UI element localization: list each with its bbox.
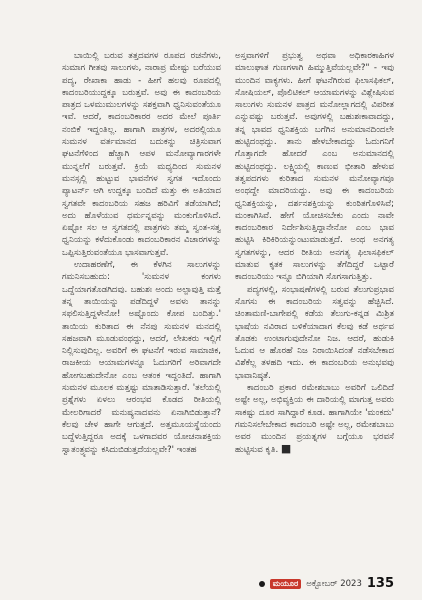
paragraph: ಪದ್ಯಗಳಲ್ಲಿ, ಸಂಭಾಷಣೆಗಳಲ್ಲಿ ಬರುವ ತೆಲುಗುಪ್ರಭಾವ ಸೊಗಸು ಈ ಕಾದಂಬರಿಯ ಸತ್ವವನ್ನು ಹೆಚ್ಚಿಸಿದೆ. ಚಿಂತಾಮಣಿ-ಬಾಗೇಪಲ್ಲಿ ಕಡೆಯ ತೆಲುಗು-ಕನ್ನಡ ಮಿಶ್ರಿತ ಭಾಷೆಯ ನವಿರಾದ ಬಳಿಕೆಯಾದಾಗ ಕೆಲವು ಕಡೆ ಅರ್ಥವ ತೊಡಕು ಉಂಟಾಗುವುದೇನೋ ನಿಜ. ಆದರೆ, ಹುಡುಕಿ ಓದುವ ಆ ಹೊರಹೆ ನಿಜ ನಿರಾಯಿಸಿದಂತೆ ನಡೆಸಬೇಕಾದ ವಿಶೆಕೆಲ್ಲ ತಳಹದಿ ಇದು. ಈ ಕಾದಂಬರಿಯ ಅನುಭವವು ಭಾವಾನಿಷ್ಠತೆ. — [235, 284, 394, 381]
article-body — [62, 50, 394, 570]
end-mark-icon: ■ — [280, 441, 292, 455]
magazine-name: ಮಯೂರ — [270, 579, 302, 589]
issue-date: ಅಕ್ಟೋಬರ್ 2023 — [306, 578, 362, 589]
paragraph: ಬಾಯಿಲ್ಲಿ ಬರುವ ತತ್ತದವಗಳ ರೂಪದ ರಚನೆಗಳು, ಸುಮಾಗ ಗೀತವು ಸಾಲುಗಳು, ನಾರಾಪ್ರ ಮೇಷ್ಟು ಬರೆಯುವ ಪದ್ಯ, ರೇಖಾಕಾ ಹಾಡು - ಹೀಗೆ ಹಲವು ರೂಪದಲ್ಲಿ ಕಾದಂಬರಿಯುದ್ದಕ್ಕೂ ಬರುತ್ತವೆ. ಅವು ಈ ಕಾದಂಬರಿಯ ಪಾತ್ರದ ಒಳಮುಮುಲಗಳನ್ನು ಸಶಕ್ತವಾಗಿ ಧ್ವನಿಸುವಂತೆಯೂ ಇವೆ. ಆದರೆ, ಕಾದಂಬರಿಕಾರರ ಅದರ ಮೇಲೆ ಪೂರ್ತಿ ನಂಬಿಕೆ ಇದ್ದಂತಿಲ್ಲ. ಹಾಗಾಗಿ ಪಾತ್ರಗಳ, ಅದರಲ್ಲಿಯೂ ಸುಮನಳ ವರ್ತಮಾನದ ಬದುಕನ್ನು ಚಿತ್ರಿಸುವಾಗ ಘಟನೆಗೆಳಿಂದ ಹೆಚ್ಚಾಗಿ ಆಪಳ ಮನೋವ್ಯಾಗಾರಗಳೇ ಮುನ್ನಲೆಗೆ ಬರುತ್ತವೆ. ಕ್ರಿಯೆ ಮಧ್ಯದಿಂದ ಸುಮನಳ ಮನಸ್ಸಲ್ಲಿ ಹುಟ್ಟುವ ಭಾವನೆಗಳ ಸ್ವಗತ ಇದೊಂದು ಪ್ಯಾಟರ್ನ್ ಆಗಿ ಉದ್ದಕ್ಕೂ ಬಂದಿದೆ ಮತ್ತು ಈ ಅತಿಯಾದ ಸ್ವಗತವೇ ಕಾದಂಬರಿಯ ಸಹಜ ಹರಿವಿಗೆ ತಡೆಯಾಗಿದೆ; ಅದು ಹೊಳೆಯುವ ಧರ್ಮನ್ನವನ್ನು ಮಂಕುಗೊಳಿಸಿದೆ. ಏಷ್ಟೋ ಸಲ ಆ ಸ್ವಗತದಲ್ಲಿ ಪಾತ್ರಗಳು ತಮ್ಮ ಸ್ವಂತ-ಸತ್ವ ಧ್ವನಿಯನ್ನು ಕಳೆದುಕೊಂಡು ಕಾದಂಬರಿಕಾರನ ವಿಚಾರಗಳನ್ನು ಒಪ್ಪಿಸುತ್ತಿರುವಂತೆಯೂ ಭಾಸವಾಗುತ್ತವೆ. — [62, 51, 221, 258]
paragraph: ಅಸ್ತವಾಗಳಿಗೆ ಪ್ರಭುತ್ವ ಅಥವಾ ಅಧಿಕಾರಕಾಹಿಗಳ ಮಾಲುಘಾತ ಗುಣಗಳಾಗಿ ಹಿಮ್ಮುತ್ತಿವೆಯಲ್ಲವೇ?" - ಇವು ಮುಂದಿನ ವಾಕ್ಯಗಳು. ಹೀಗೆ ಘಟನೆಗಿರುವ ಫಿಲಾಸಫಿಕಲ್, ಸೋಷಿಯಲ್, ಪೊಲಿಟಿಕಲ್ ಆಯಾಮಗಳನ್ನು ವಿಶ್ಲೇಷಿಸುವ ಸಾಲುಗಳು ಸುಮನಳ ಪಾತ್ರದ ಮನೋಲ್ಲಾಗದಲ್ಲಿ ವಿಪರೀತ ಎನ್ನುವಷ್ಟು ಬರುತ್ತವೆ. ಅವುಗಳಲ್ಲಿ ಬಹುಶಃಕಾವಾದದ್ದು, ತನ್ನ ಭಾವದ ಧ್ವನಿಶಕ್ತಿಯ ಬಗೆಗಿನ ಅನುಮಾನದಿಂದಲೇ ಹುಟ್ಟಿದಂಥದ್ದು. ತಾನು ಹೇಳಬೇಕಾದದ್ದು ಓದುಗನಿಗೆ ಗೊತ್ತಾಗದೇ ಹೋದರೆ ಎಂಬ ಅನುಮಾನದಲ್ಲಿ ಹುಟ್ಟಿದಂಥದ್ದು. ಲಕ್ಷ್ಮಿಯಲ್ಲಿ ಕಾಣುವ ಭೀತಾರಿ ಹೇಳುವ ತತ್ವಪದಗಳು ಕುರಿತಾದ ಸುಮನಳ ಮನೋವ್ಯಾಗವೂ ಅಂಥದ್ದೇ ಮಾದರಿಯದ್ದು. ಅವು ಈ ಕಾದಂಬರಿಯ ಧ್ವನಿಶಕ್ತಿಯನ್ನು, ದರ್ಶನಶಕ್ತಿಯನ್ನು ಕುಂಠಿತಗೊಳಿಸಿವೆ; ಮಂಕಾಗಿಸಿವೆ. ಹೇಗೆ ಯೋಚಿಸಬೇಕು ಎಂದು ನಾವೇ ಕಾದಂಬರಿಕಾರ ನಿರ್ದೇಶಿಸುತ್ತಿದ್ದಾನೇನೋ ಎಂಬ ಭಾವ ಹುಟ್ಟಿಸಿ ಕಿರಿಕಿರಿಯನ್ನುಂಟುಮಾಡುತ್ತದೆ. ಅಂಥ ಅನಗತ್ಯ ಸ್ವಗತಗಳನ್ನು, ಆದರ ರೀತಿಯ ಅನಗತ್ಯ ಫಿಲಾಸಫಿಕಲ್ ಮಾತುವ ಕೃತಕ ಸಾಲುಗಳನ್ನು ತೆಗೆದಿದ್ದರೆ ಒಟ್ಟಾರೆ ಕಾದಂಬರಿಯು ಇನ್ನೂ ಬಿಗಿಯಾಗಿ ಸೊಗಸಾಗುತ್ತಿತ್ತು. — [235, 51, 394, 283]
paragraph: ಉದಾಹರಣೆಗೆ, ಈ ಕೆಳಗಿನ ಸಾಲುಗಳನ್ನು ಗಮನಿಸಬಹುದು: 'ಸುಮನಳ ಕಂಗಳು ಒದ್ದೆಯಾಗತೊಡಗಿದವು. ಬಹುಶಃ ಅಂದು ಅಲ್ಪಾವುತ್ತಿ ಮತ್ತೆ ತನ್ನ ತಾಯಿಯನ್ನು ಪಡೆದಿದ್ದಳೆ ಅವಳು ತಾನನ್ನು ಸಫಲಿಸುತ್ತಿದ್ದಳೇನೋ! ಅಷ್ಟೊಂದು ಕೋಪ ಬಂದಿತ್ತು.' ತಾಯಿಯ ಕುರಿತಾದ ಈ ನೆನಪು ಸುಮನಳ ಮನದಲ್ಲಿ ಸಹಜವಾಗಿ ಮೂಡುವಂಥದ್ದು, ಆದರೆ, ಲೇಖಕರು ಇಲ್ಲಿಗೆ ನಿಲ್ಲಿಸುವುದಿಲ್ಲ. ಅವರಿಗೆ ಈ ಘಟನೆಗೆ ಇರುವ ಸಾಮಾಜಿಕ, ರಾಜಕೀಯ ಆಯಾಮಗಳನ್ನೂ ಓದುಗರಿಗೆ ಅರಿವಾಗದೇ ಹೋಗಬಹುದೇನೋ ಎಂಬ ಆತಂಕ ಇದ್ದಂತಿದೆ. ಹಾಗಾಗಿ ಸುಮನಳ ಮೂಲಕ ಮತ್ತಷ್ಟು ಮಾತಾಡಿಸುತ್ತಾರೆ. 'ತಲೆಯಲ್ಲಿ ಪ್ರಶ್ನೆಗಳು ಏಳಲು ಆರಂಭವ ಕೊಡದ ರೀತಿಯಲ್ಲಿ ಮೇಲರಿಗಾದರೆ ಮನುಷ್ಯನಾದವನು ಏನಾಗಿಬಿಡುತ್ತಾನೆ? ಕೆಲವು ಚೇಳ ಹಾಗೇ ಆಗುತ್ತದೆ. ಅತ್ತಮೂಯಸ್ಥೆಯಂದು ಬದ್ದೆಳುತ್ತಿದ್ದರೂ ಅದಕ್ಕೆ ಒಳಗಾದವರ ಯೋಚನಾಶಕ್ತಿಯ ಸ್ವಾತಂತ್ರ್ಯವನ್ನು ಕಸಿದುಬಿಡುತ್ತದೆಯಲ್ಲವೇ?' ಇಂತಹ — [62, 260, 221, 455]
page-footer — [0, 576, 394, 591]
page-number: 135 — [366, 576, 394, 591]
paragraph-final — [235, 382, 394, 456]
paragraph-final-text: ಕಾದಂಬರಿ ಪ್ರಕಾರ ರಮೇಶಬಾಬು ಅವರಿಗೆ ಒಲಿದಿದೆ ಅಷ್ಟೇ ಅಲ್ಲ, ಅಭಿವ್ಯಕ್ತಿಯ ಈ ದಾರಿಯಲ್ಲಿ ಮಾಗುತ್ತ ಅವರು ಸಾಕಷ್ಟು ದೂರ ಸಾಗಿದ್ದಾರೆ ಕೂಡ. ಹಾಗಾಗಿಯೇ 'ಮಂಕದು' ಗಮನಿಸಲೇಬೇಕಾದ ಕಾದಂಬರಿ ಅಷ್ಟೇ ಅಲ್ಲ, ರಮೇಶಬಾಬು ಅವರ ಮುಂದಿನ ಪ್ರಯತ್ನಗಳ ಬಗ್ಗೆಯೂ ಭರವಸೆ ಹುಟ್ಟಿಸುವ ಕೃತಿ. — [235, 383, 394, 455]
bullet-dot-icon — [259, 581, 265, 587]
right-column — [235, 50, 394, 570]
left-column — [62, 50, 221, 570]
